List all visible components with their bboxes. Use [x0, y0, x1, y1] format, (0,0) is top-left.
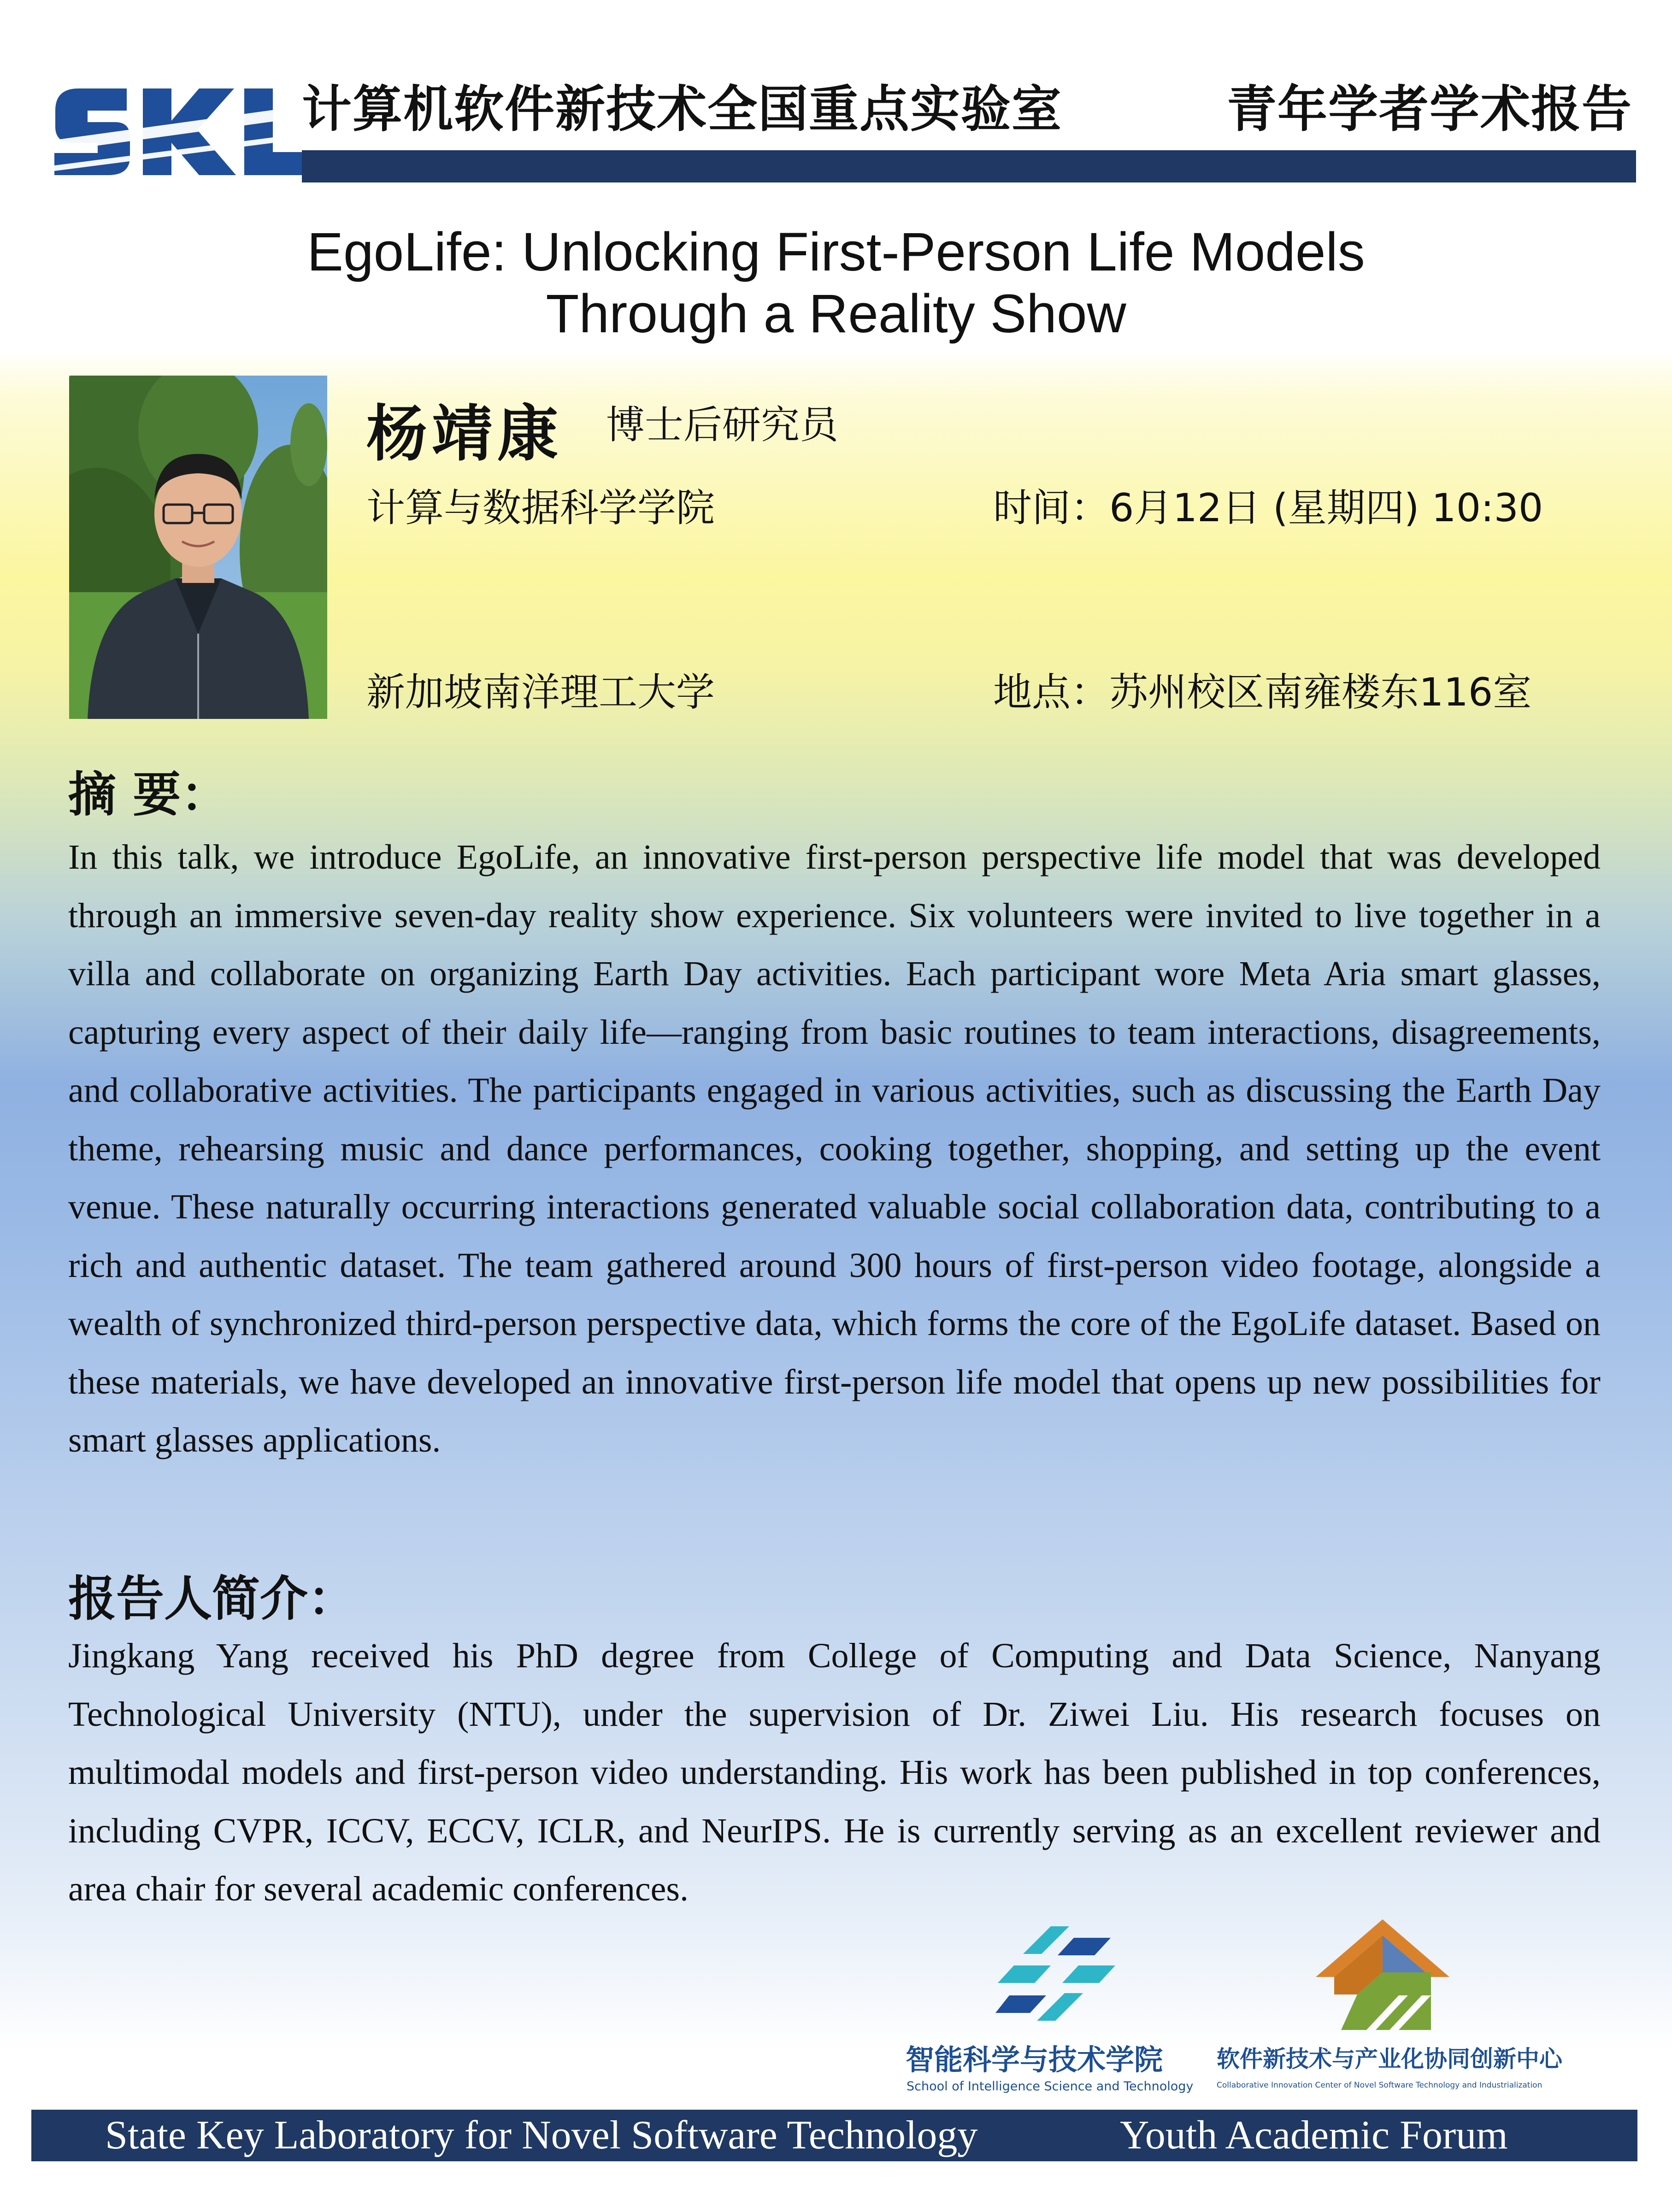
school-logo-icon	[995, 1919, 1124, 2028]
speaker-name: 杨靖康	[366, 398, 563, 470]
forum-name: 青年学者学术报告	[1226, 81, 1632, 138]
footer-lab-name: State Key Laboratory for Novel Software Technology	[105, 2113, 978, 2158]
abstract-heading: 摘 要：	[68, 766, 229, 823]
talk-time: 时间：6月12日 (星期四) 10:30	[993, 485, 1543, 530]
abstract-text: In this talk, we introduce EgoLife, an innovative first-person perspective life model that was developed through an immersive seven-day reality show experience. Six volunteers were invited to live together in a villa and collaborate on organizing Earth Day activities. Each participant wore Meta Aria smart glasses, capturing every aspect of their daily life—ranging from basic routines to team interactions, disagreements, and collaborative activities. The participants engaged in various activities, such as discussing the Earth Day theme, rehearsing music and dance performances, cooking together, shopping, and setting up the event venue. These naturally occurring interactions generated valuable social collaboration data, contributing to a rich and authentic dataset. The team gathered around 300 hours of first-person video footage, alongside a wealth of synchronized third-person perspective data, which forms the core of the EgoLife dataset. Based on these materials, we have developed an innovative first-person life model that opens up new possibilities for smart glasses applications.	[68, 838, 1601, 1459]
skl-logo	[51, 78, 302, 184]
lab-name: 计算机软件新技术全国重点实验室	[302, 81, 1063, 138]
center-name-cn: 软件新技术与产业化协同创新中心	[1217, 2046, 1562, 2072]
bio-heading: 报告人简介：	[68, 1571, 356, 1627]
talk-location: 地点：苏州校区南雍楼东116室	[993, 670, 1532, 715]
speaker-university: 新加坡南洋理工大学	[366, 670, 715, 715]
footer-forum-name: Youth Academic Forum	[1120, 2113, 1508, 2158]
talk-title	[0, 221, 1672, 345]
center-logo-icon	[1313, 1917, 1452, 2032]
talk-title-line1: EgoLife: Unlocking First-Person Life Models	[307, 222, 1365, 282]
center-name-en: Collaborative Innovation Center of Novel Software Technology and Industrialization	[1217, 2081, 1542, 2090]
talk-title-line2: Through a Reality Show	[546, 283, 1126, 344]
speaker-photo	[69, 376, 327, 719]
bio-text: Jingkang Yang received his PhD degree from College of Computing and Data Science, Nanyang Technological University (NTU), under the supervision of Dr. Ziwei Liu. His research focuses on multimodal models and first-person video understanding. His work has been published in top conferences, including CVPR, ICCV, ECCV, ICLR, and NeurIPS. He is currently serving as an excellent reviewer and area chair for several academic conferences.	[68, 1636, 1601, 1908]
speaker-position: 博士后研究员	[606, 402, 839, 447]
school-name-en: School of Intelligence Science and Technology	[907, 2079, 1194, 2094]
school-name-cn: 智能科学与技术学院	[906, 2043, 1163, 2077]
header-bar	[302, 150, 1636, 182]
speaker-school: 计算与数据科学学院	[366, 485, 715, 530]
